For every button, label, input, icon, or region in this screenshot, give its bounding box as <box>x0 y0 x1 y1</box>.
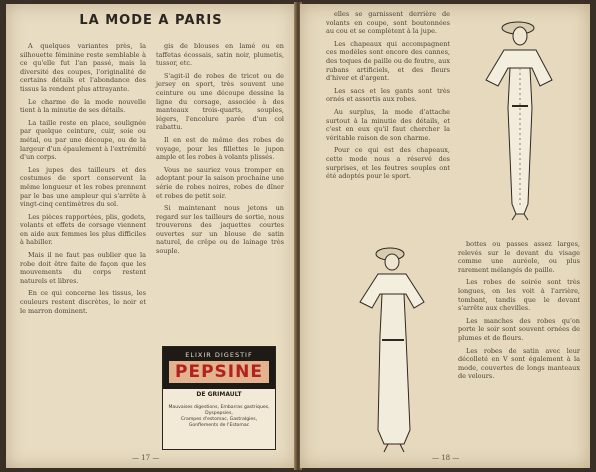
paragraph: Mais il ne faut pas oublier que la robe doit être faite de façon que les mouvements du corps restent naturels et libres. <box>20 251 146 285</box>
right-page <box>300 4 590 468</box>
paragraph: gis de blouses en lamé ou en taffetas écossais, satin noir, plumetis, tussor, etc. <box>156 42 284 68</box>
paragraph: elles se garnissent derrière de volants en coupe, sont boutonnées au cou et se complètent à la jupe. <box>326 10 450 36</box>
ad-body <box>167 405 271 429</box>
paragraph: En ce qui concerne les tissus, les couleurs restent discrètes, le noir et le marron dominent. <box>20 289 146 315</box>
paragraph: A quelques variantes près, la silhouette féminine reste semblable à ce qu'elle fut l'an passé, mais la diversité des coupes, l'originalité de certains détails et l'abondance des tissus la rendent plus attrayante. <box>20 42 146 93</box>
paragraph: bottes ou passes assez larges, relevés sur le devant du visage comme une auréole, ou plus rarement mélangés de paille. <box>458 240 580 274</box>
ad-line: Gonflements de l'Estomac <box>188 423 250 428</box>
right-column-1 <box>326 10 450 242</box>
left-column-1 <box>20 42 146 319</box>
pepsine-advertisement <box>162 346 276 450</box>
page-number: — 17 — <box>132 454 160 462</box>
paragraph: Il en est de même des robes de voyage, pour les fillettes le jupon ample et les robes à volants plissés. <box>156 135 284 162</box>
right-column-2 <box>458 240 580 452</box>
paragraph: Au surplus, la mode d'attache surtout à la minutie des détails, et c'est en eux qu'il faut chercher la véritable raison de son charme. <box>326 107 450 142</box>
ad-tagline: ELIXIR DIGESTIF <box>185 351 253 359</box>
paragraph: Pour ce qui est des chapeaux, cette mode nous a réservé des surprises, et les feutres souples ont été adoptés pour le sport. <box>326 146 450 181</box>
paragraph: Les robes de soirée sont très longues, on les voit à l'arrière, tombant, tandis que le devant s'arrête aux chevilles. <box>458 278 580 313</box>
paragraph: Les chapeaux qui accompagnent ces modèles sont encore des cannes, des toques de paille ou de feutre, aux rubans artificiels, et des fleurs d'hiver et d'argent. <box>326 39 450 83</box>
fashion-figure-long-gown <box>344 240 444 466</box>
paragraph: Si maintenant nous jetons un regard sur les tailleurs de sortie, nous trouverons des jaquettes courtes ouvertes sur un blouse de satin naturel, de crêpe ou de lainage très souple. <box>156 204 284 256</box>
left-page <box>6 4 296 468</box>
paragraph: Les pièces rapportées, plis, godets, volants et effets de corsage viennent en aide aux femmes les plus difficiles à habiller. <box>20 212 146 247</box>
ad-line: Crampes d'estomac, Gastralgies, <box>180 417 258 422</box>
ad-maker: DE GRIMAULT <box>196 391 242 398</box>
paragraph: La taille reste en place, soulignée par quelque ceinture, cuir, soie ou métal, ou par une découpe, ou de la largeur d'un épaulement à l'extrémité d'un corps. <box>20 118 146 162</box>
page-number: — 18 — <box>432 454 460 462</box>
fashion-figure-caped-dress <box>458 8 578 228</box>
article-title: LA MODE A PARIS <box>79 13 223 28</box>
paragraph: Les sacs et les gants sont très ornés et assortis aux robes. <box>326 86 450 104</box>
paragraph: Les jupes des tailleurs et des costumes de sport conservent la même longueur et les robes prennent par le bas une ampleur qui s'arrête à vingt-cinq centimètres du sol. <box>20 165 146 209</box>
paragraph: Les robes de satin avec leur décolleté en V sont également à la mode, couvertes de longs manteaux de velours. <box>458 346 580 381</box>
ad-brand-name: PEPSINE <box>169 361 269 383</box>
paragraph: S'agit-il de robes de tricot ou de jersey en sport, très souvent une ceinture ou une découpe dessine la ligne du corsage, associée à des manteaux trois-quarts, souples, légers, l'encolure parée d'un col rabattu. <box>156 71 284 132</box>
ad-line: Mauvaises digestions, Embarras gastriques, Dyspepsies, <box>168 405 270 416</box>
paragraph: Le charme de la mode nouvelle tient à la minutie de ses détails. <box>20 97 146 115</box>
paragraph: Les manches des robes qu'on porte le soir sont souvent ornées de plumes et de fleurs. <box>458 316 580 342</box>
paragraph: Vous ne sauriez vous tromper en adoptant pour la saison prochaine une série de robes noires, robes de dîner et robes de petit soir. <box>156 165 284 200</box>
left-column-2 <box>156 42 284 338</box>
